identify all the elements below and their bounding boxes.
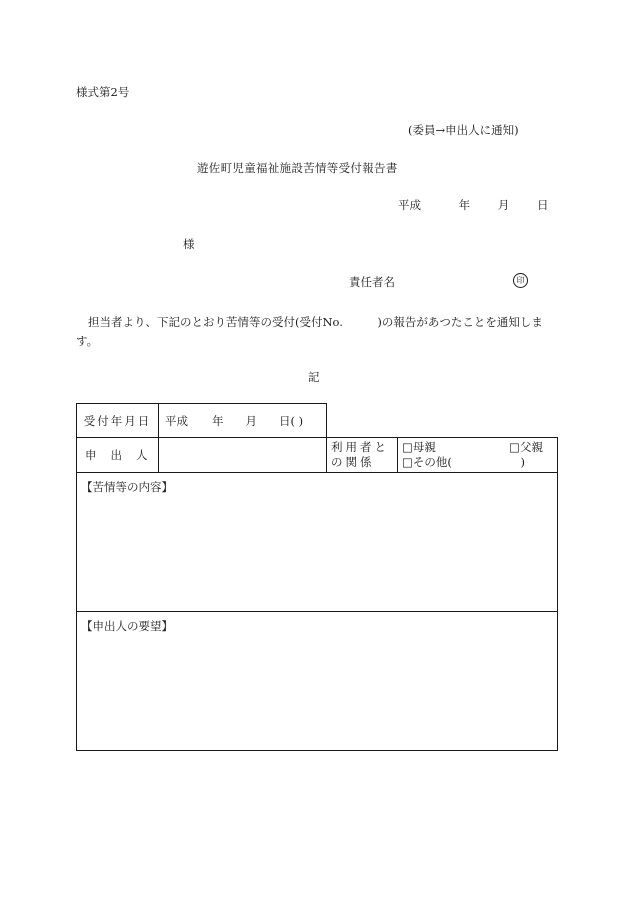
applicant-label-cell bbox=[77, 438, 162, 473]
reception-era: 平成 bbox=[165, 413, 188, 428]
notice-direction: (委員→申出人に通知) bbox=[408, 123, 519, 137]
complaint-row bbox=[77, 473, 558, 612]
relation-options-cell bbox=[398, 438, 558, 473]
blank-cell-2 bbox=[398, 404, 558, 438]
reception-year: 年 bbox=[212, 413, 224, 428]
reception-date-value[interactable] bbox=[159, 404, 327, 438]
date-line bbox=[398, 197, 548, 213]
reception-date-row bbox=[77, 404, 558, 438]
applicant-row bbox=[77, 438, 558, 473]
document-title: 遊佐町児童福祉施設苦情等受付報告書 bbox=[197, 161, 398, 175]
seal-mark: 印 bbox=[513, 273, 528, 288]
form-number: 様式第2号 bbox=[76, 85, 130, 99]
request-label: 【申出人の要望】 bbox=[81, 619, 173, 633]
blank-cell bbox=[327, 404, 398, 438]
notice-body: 担当者より、下記のとおり苦情等の受付(受付No. )の報告があつたことを通知します。 bbox=[76, 315, 543, 348]
option-other-close: ) bbox=[520, 455, 525, 469]
request-row bbox=[77, 612, 558, 751]
complaint-label: 【苦情等の内容】 bbox=[81, 480, 173, 494]
option-mother[interactable]: □母親 bbox=[402, 440, 436, 454]
report-table bbox=[76, 403, 558, 751]
relation-label-line-2: の関係 bbox=[331, 455, 375, 469]
applicant-value[interactable] bbox=[159, 438, 327, 473]
date-year: 年 bbox=[458, 198, 471, 212]
reception-month: 月 bbox=[245, 413, 257, 428]
responsible-label: 責任者名 bbox=[349, 275, 395, 289]
reception-date-label: 受付年月日 bbox=[83, 413, 152, 428]
option-other[interactable]: □その他( bbox=[402, 455, 452, 469]
relation-label-line-1: 利用者と bbox=[331, 440, 389, 454]
addressee-suffix: 様 bbox=[183, 237, 195, 251]
record-mark: 記 bbox=[308, 370, 320, 384]
date-month: 月 bbox=[497, 198, 510, 212]
applicant-label bbox=[77, 447, 162, 463]
request-content-area[interactable] bbox=[77, 612, 558, 751]
complaint-content-area[interactable] bbox=[77, 473, 558, 612]
notice-body-text bbox=[76, 313, 556, 351]
relation-label-cell bbox=[327, 438, 398, 473]
reception-date-label-cell bbox=[77, 404, 159, 438]
date-era: 平成 bbox=[398, 198, 421, 212]
applicant-label-text: 申出人 bbox=[85, 448, 162, 462]
date-day: 日 bbox=[536, 198, 549, 212]
option-father[interactable]: □父親 bbox=[509, 440, 543, 454]
reception-day: 日( ) bbox=[279, 413, 304, 428]
